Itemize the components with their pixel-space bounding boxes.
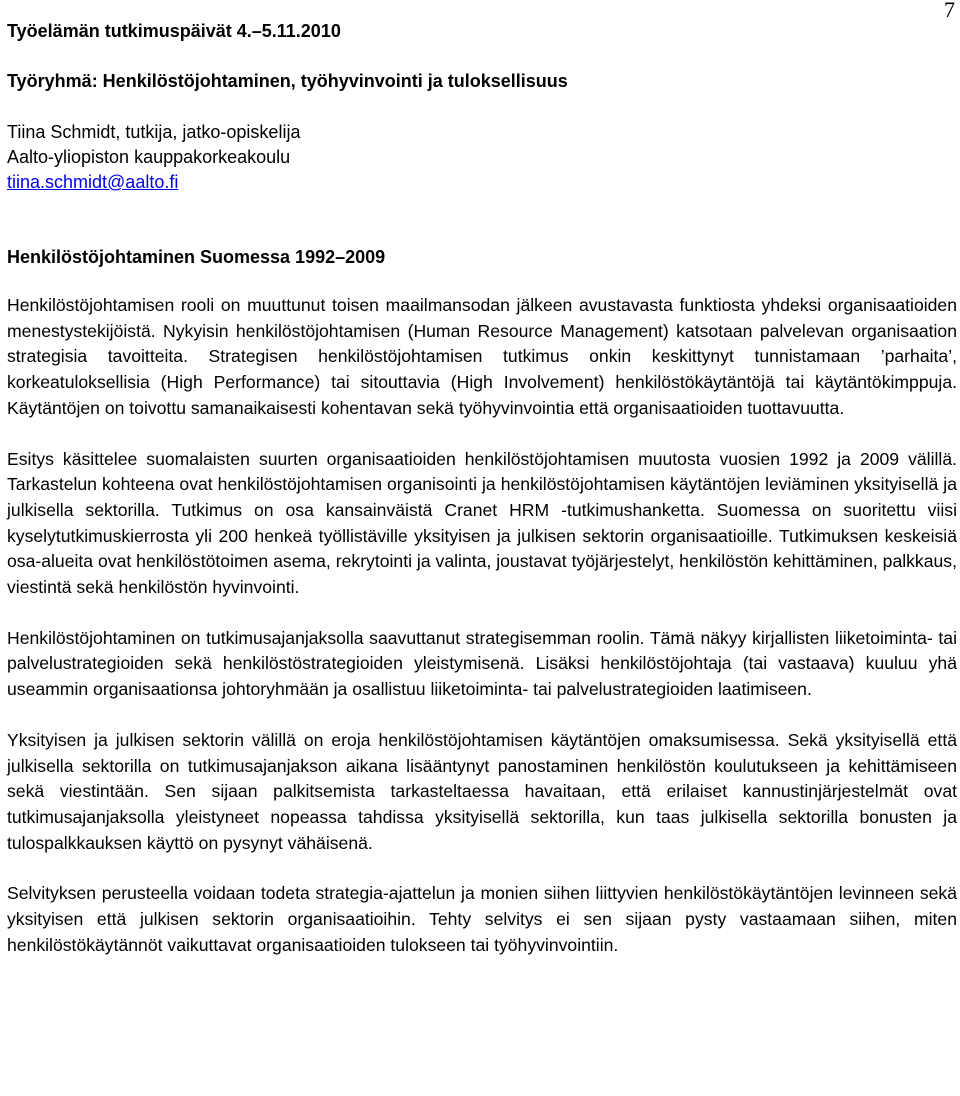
event-title: Työelämän tutkimuspäivät 4.–5.11.2010 xyxy=(7,21,341,41)
section-title: Henkilöstöjohtaminen Suomessa 1992–2009 xyxy=(7,247,386,267)
paragraph: Yksityisen ja julkisen sektorin välillä on eroja henkilöstöjohtamisen käytäntöjen omaksumisessa. Sekä yksityisellä että julkisella sektorilla on tutkimusajanjakson aikana lisääntynyt panostaminen henkilöstön koulutukseen ja kehittämiseen sekä viestintään. Sen sijaan palkitsemista tarkasteltaessa havaitaan, että erilaiset kannustinjärjestelmät ovat tutkimusajanjaksolla yleistyneet nopeassa tahdissa yksityisellä sektorilla, kun taas julkisella sektorilla bonusten ja tulospalkkauksen käyttö on pysynyt vähäisenä. xyxy=(7,729,957,853)
author-block xyxy=(7,120,300,195)
page-number: 7 xyxy=(944,0,955,22)
working-group-title: Työryhmä: Henkilöstöjohtaminen, työhyvinvointi ja tuloksellisuus xyxy=(7,71,568,91)
paragraph: Henkilöstöjohtaminen on tutkimusajanjaksolla saavuttanut strategisemman roolin. Tämä näkyy kirjallisten liiketoiminta- tai palvelustrategioiden sekä henkilöstöstrategioiden yleistymisenä. Lisäksi henkilöstöjohtaja (tai vastaava) kuuluu yhä useammin organisaationsa johtoryhmään ja osallistuu liiketoiminta- tai palvelustrategioiden laatimiseen. xyxy=(7,627,957,700)
paragraph: Esitys käsittelee suomalaisten suurten organisaatioiden henkilöstöjohtamisen muutosta vuosien 1992 ja 2009 välillä. Tarkastelun kohteena ovat henkilöstöjohtamisen organisointi ja henkilöstöjohtamisen käytäntöjen leviäminen yksityisellä ja julkisella sektorilla. Tutkimus on osa kansainväistä Cranet HRM -tutkimushanketta. Suomessa on suoritettu viisi kyselytutkimuskierrosta yli 200 henkeä työllistäville yksityisen ja julkisen sektorin organisaatioille. Tutkimuksen keskeisiä osa-alueita ovat henkilöstötoimen asema, rekrytointi ja valinta, joustavat työjärjestelyt, henkilöstön kehittäminen, palkkaus, viestintä sekä henkilöstön hyvinvointi. xyxy=(7,448,957,598)
paragraph: Henkilöstöjohtamisen rooli on muuttunut toisen maailmansodan jälkeen avustavasta funktiosta yhdeksi organisaatioiden menestystekijöistä. Nykyisin henkilöstöjohtamisen (Human Resource Management) katsotaan palvelevan organisaation strategisia tavoitteita. Strategisen henkilöstöjohtamisen tutkimus onkin keskittynyt tunnistamaan ’parhaita’, korkeatuloksellisia (High Performance) tai sitouttavia (High Involvement) henkilöstökäytäntöjä tai käytäntökimppuja. Käytäntöjen on toivottu samanaikaisesti kohentavan sekä työhyvinvointia että organisaatioiden tuottavuutta. xyxy=(7,295,957,418)
author-email-link[interactable]: tiina.schmidt@aalto.fi xyxy=(7,172,179,192)
body-text xyxy=(7,293,957,983)
paragraph: Selvityksen perusteella voidaan todeta strategia-ajattelun ja monien siihen liittyvien henkilöstökäytäntöjen levinneen sekä yksityisen että julkisen sektorin organisaatioihin. Tehty selvitys ei sen sijaan pysty vastaamaan siihen, miten henkilöstökäytännöt vaikuttavat organisaatioiden tulokseen tai työhyvinvointiin. xyxy=(7,883,957,955)
author-affiliation: Aalto-yliopiston kauppakorkeakoulu xyxy=(7,147,291,167)
author-name-role: Tiina Schmidt, tutkija, jatko-opiskelija xyxy=(7,122,301,142)
